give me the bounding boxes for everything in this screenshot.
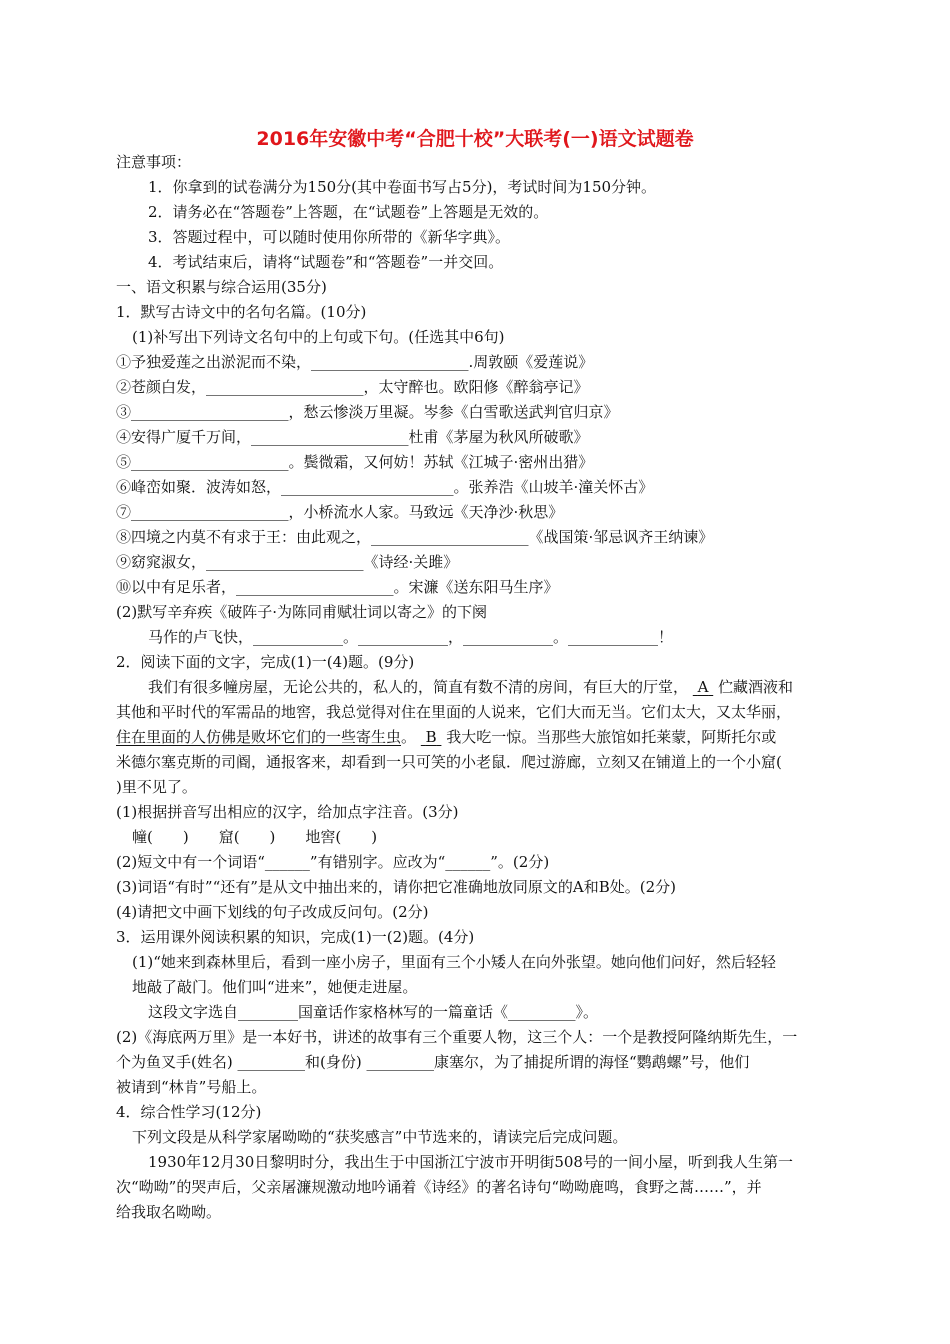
q3-sub1-line-1: (1)“她来到森林里后，看到一座小房子，里面有三个小矮人在向外张望。她向他们问好，然后轻轻 [132,953,776,971]
q2-passage-text: 。 [401,728,417,746]
q1-line-1: ①予独爱莲之出淤泥而不染，_____________________.周敦颐《爱莲说》 [116,353,594,371]
q1-line-9: ⑨窈窕淑女，_____________________《诗经·关雎》 [116,553,459,571]
q1-sub1: (1)补写出下列诗文名句中的上句或下句。(任选其中6句) [132,328,505,346]
q2-passage-line-3 [116,727,776,747]
document-title: 2016年安徽中考“合肥十校”大联考(一)语文试题卷 [256,128,694,150]
q1-line-8: ⑧四境之内莫不有求于王：由此观之，_____________________《战国策·邹忌讽齐王纳谏》 [116,528,714,546]
q1-heading: 1．默写古诗文中的名句名篇。(10分) [116,303,367,321]
blank-b-label: B [425,728,437,746]
q2-passage-text: 我大吃一惊。当那些大旅馆如托莱蒙，阿斯托尔或 [446,728,777,746]
q4-passage-line-2: 次“呦呦”的哭声后，父亲屠濂规激动地吟诵着《诗经》的著名诗句“呦呦鹿鸣，食野之蒿……”，并 [116,1178,762,1196]
q4-intro: 下列文段是从科学家屠呦呦的“获奖感言”中节选来的，请读完后完成问题。 [132,1128,628,1146]
q2-passage-line-5: )里不见了。 [116,778,197,796]
notice-heading: 注意事项： [116,153,192,171]
q1-line-5: ⑤_____________________。鬓微霜，又何妨！苏轼《江城子·密州出猎》 [116,453,594,471]
underlined-sentence: 住在里面的人仿佛是败坏它们的一些寄生虫 [116,728,402,746]
q3-sub2-line-3: 被请到“林肯”号船上。 [116,1078,267,1096]
q2-passage-line-1 [148,677,793,697]
notice-item-2: 2．请务必在“答题卷”上答题，在“试题卷”上答题是无效的。 [148,203,549,221]
q1-line-7: ⑦_____________________，小桥流水人家。马致远《天净沙·秋思》 [116,503,564,521]
notice-item-1: 1．你拿到的试卷满分为150分(其中卷面书写占5分)，考试时间为150分钟。 [148,178,657,196]
q3-sub1-line-2: 地敲了敲门。他们叫“进来”，她便走进屋。 [132,978,418,996]
q2-sub1: (1)根据拼音写出相应的汉字，给加点字注音。(3分) [116,803,459,821]
section-1-heading: 一、语文积累与综合运用(35分) [116,278,327,296]
q1-sub2: (2)默写辛弃疾《破阵子·为陈同甫赋壮词以寄之》的下阕 [116,603,488,621]
q3-heading: 3．运用课外阅读积累的知识，完成(1)一(2)题。(4分) [116,928,475,946]
q2-passage-line-2: 其他和平时代的军需品的地窖，我总觉得对住在里面的人说来，它们大而无当。它们太大，又太华丽， [116,703,792,721]
q1-sub2-line: 马作的卢飞快，____________。____________，____________。____________！ [148,628,674,646]
notice-item-4: 4．考试结束后，请将“试题卷”和“答题卷”一并交回。 [148,253,504,271]
q3-sub1-line-3: 这段文字选自________国童话作家格林写的一篇童话《_________》。 [148,1003,599,1021]
q2-sub2: (2)短文中有一个词语“______”有错别字。应改为“______”。(2分) [116,853,550,871]
q1-line-10: ⑩以中有足乐者，_____________________。宋濂《送东阳马生序》 [116,578,559,596]
q2-heading: 2．阅读下面的文字，完成(1)一(4)题。(9分) [116,653,415,671]
q2-passage-line-4: 米德尔塞克斯的司阍，通报客来，却看到一只可笑的小老鼠．爬过游廊，立刻又在铺道上的一个小窟( [116,753,782,771]
blank-b [421,728,442,746]
q4-passage-line-3: 给我取名呦呦。 [116,1203,222,1221]
notice-item-3: 3．答题过程中，可以随时使用你所带的《新华字典》。 [148,228,511,246]
q2-sub1-line: 幢( ) 窟( ) 地窖( ) [132,828,378,846]
blank-a-label: A [697,678,709,696]
q1-line-2: ②苍颜白发，_____________________，太守醉也。欧阳修《醉翁亭记》 [116,378,589,396]
q2-passage-text: 伫藏酒液和 [717,678,793,696]
q1-line-4: ④安得广厦千万间，_____________________杜甫《茅屋为秋风所破歌》 [116,428,589,446]
q4-passage-line-1: 1930年12月30日黎明时分，我出生于中国浙江宁波市开明街508号的一间小屋，听到我人生第一 [148,1153,793,1171]
q1-line-6: ⑥峰峦如聚．波涛如怒，_______________________。张养浩《山坡羊·潼关怀古》 [116,478,654,496]
blank-a [693,678,713,696]
q1-line-3: ③_____________________，愁云惨淡万里凝。岑参《白雪歌送武判官归京》 [116,403,619,421]
q3-sub2-line-2: 个为鱼叉手(姓名) _________和(身份) _________康塞尔，为了捕捉所谓的海怪“鹦鹉螺”号，他们 [116,1053,750,1071]
q4-heading: 4．综合性学习(12分) [116,1103,262,1121]
q2-passage-text: 我们有很多幢房屋，无论公共的，私人的，简直有数不清的房间，有巨大的厅堂， [148,678,689,696]
q2-sub4: (4)请把文中画下划线的句子改成反问句。(2分) [116,903,429,921]
q3-sub2-line-1: (2)《海底两万里》是一本好书，讲述的故事有三个重要人物，这三个人：一个是教授阿隆纳斯先生，一 [116,1028,798,1046]
q2-sub3: (3)词语“有时”“还有”是从文中抽出来的，请你把它准确地放同原文的A和B处。(2分) [116,878,677,896]
